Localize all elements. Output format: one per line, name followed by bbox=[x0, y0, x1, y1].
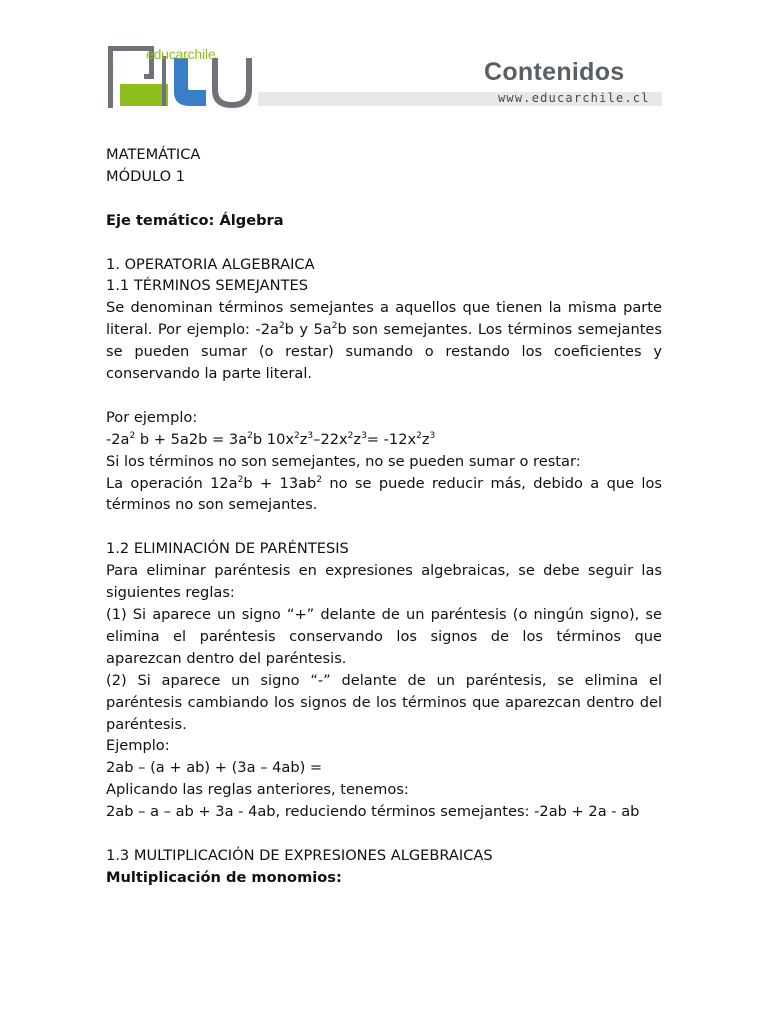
module-heading: MÓDULO 1 bbox=[106, 167, 186, 185]
document-body bbox=[106, 144, 662, 889]
brand-name: educarchile bbox=[146, 46, 216, 62]
site-url[interactable]: www.educarchile.cl bbox=[498, 91, 650, 105]
section-title: Contenidos bbox=[484, 58, 625, 86]
axis-heading: Eje temático: Álgebra bbox=[106, 211, 284, 229]
example-expression: $-2a^2$ $b + 5a2b = 3a^2b$ $10x^2z^3-22x^2z^3= -12x^2z^3$ bbox=[106, 430, 436, 448]
parenthesis-intro: Para eliminar paréntesis en expresiones algebraicas, se debe seguir las siguientes reglas: bbox=[106, 562, 662, 602]
operation-paragraph: La operación $12a^2b + 13ab^2$ no se puede reducir más, debido a que los términos no son semejantes. bbox=[106, 474, 663, 514]
subject-heading: MATEMÁTICA bbox=[106, 146, 201, 163]
rule-1: (1) Si aparece un signo “+” delante de un paréntesis (o ningún signo), se elimina el paréntesis conservando los signos de los términos que aparezcan dentro del paréntesis. bbox=[106, 605, 662, 667]
section-1-title: 1. OPERATORIA ALGEBRAICA bbox=[106, 255, 315, 273]
page-header bbox=[0, 0, 768, 130]
section-1-2-title: 1.2 ELIMINACIÓN DE PARÉNTESIS bbox=[106, 540, 349, 558]
monomial-multiplication-title: Multiplicación de monomios: bbox=[106, 868, 342, 886]
section-1-3-title: 1.3 MULTIPLICACIÓN DE EXPRESIONES ALGEBRAICAS bbox=[106, 846, 493, 864]
rule-2: (2) Si aparece un signo “-” delante de un paréntesis, se elimina el paréntesis cambiando los signos de los términos que aparezcan dentro del paréntesis. bbox=[106, 671, 662, 733]
section-1-1-title: 1.1 TÉRMINOS SEMEJANTES bbox=[106, 277, 308, 295]
example-label: Por ejemplo: bbox=[106, 408, 198, 426]
example-2-label: Ejemplo: bbox=[106, 737, 170, 755]
example-2-result: 2ab – a – ab + 3a - 4ab, reduciendo términos semejantes: -2ab + 2a - ab bbox=[106, 803, 640, 821]
not-similar-note: Si los términos no son semejantes, no se pueden sumar o restar: bbox=[106, 452, 581, 470]
similar-terms-paragraph: Se denominan términos semejantes a aquellos que tienen la misma parte literal. Por ejemplo: $-2a^2b$ y $5a^2b$ son semejantes. Los términos semejantes se pueden sumar (o restar) sumando o restando los coeficientes y conservando la parte literal. bbox=[106, 299, 663, 383]
applying-rules-text: Aplicando las reglas anteriores, tenemos: bbox=[106, 781, 409, 799]
example-2-expression: 2ab – (a + ab) + (3a – 4ab) = bbox=[106, 759, 323, 777]
